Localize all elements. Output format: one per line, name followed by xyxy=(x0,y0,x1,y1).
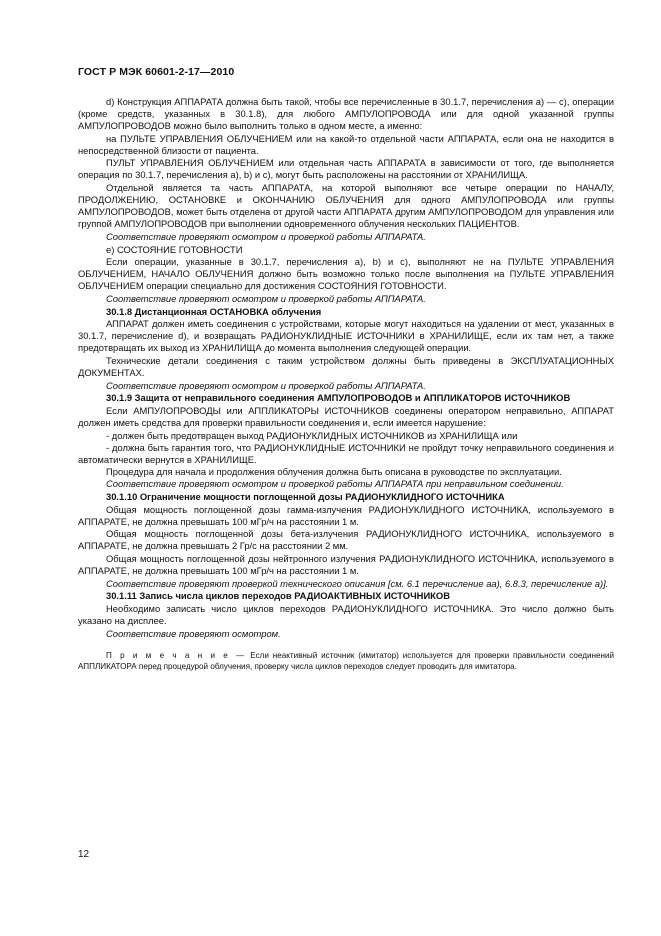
compliance-note: Соответствие проверяют осмотром и проверкой работы АППАРАТА при неправильном соединении. xyxy=(106,478,564,490)
paragraph: Необходимо записать число циклов переходов РАДИОНУКЛИДНОГО ИСТОЧНИКА. Это число должно быть указано на дисплее. xyxy=(78,602,614,627)
paragraph: ПУЛЬТ УПРАВЛЕНИЯ ОБЛУЧЕНИЕМ или отдельная часть АППАРАТА в зависимости от того, где выполняется операция по 30.1.7, перечисления a), b) и c), могут быть расположены на расстоянии от ХРАНИЛИЩА. xyxy=(78,157,614,181)
list-item: - должен быть предотвращен выход РАДИОНУКЛИДНЫХ ИСТОЧНИКОВ из ХРАНИЛИЩА или xyxy=(106,429,518,441)
standard-header: ГОСТ Р МЭК 60601-2-17—2010 xyxy=(78,66,235,78)
paragraph-d: d) Конструкция АППАРАТА должна быть такой, чтобы все перечисленные в 30.1.7, перечисления а) — с), операции (кроме средств, указанных в 30.1.8), для любого АМПУЛОПРОВОДА или для одной указанной группы АМПУЛОПРОВОДОВ можно было выполнить только в одном месте, а именно: xyxy=(78,96,614,132)
section-heading-30-1-10: 30.1.10 Ограничение мощности поглощенной дозы РАДИОНУКЛИДНОГО ИСТОЧНИКА xyxy=(106,491,505,502)
paragraph: Если АМПУЛОПРОВОДЫ или АППЛИКАТОРЫ ИСТОЧНИКОВ соединены оператором неправильно, АППАРАТ должен иметь средства для проверки правильности соединения и, если имеется нарушение: xyxy=(78,404,614,428)
section-heading-30-1-11: 30.1.11 Запись числа циклов переходов РАДИОАКТИВНЫХ ИСТОЧНИКОВ xyxy=(106,590,450,602)
page-number: 12 xyxy=(78,849,90,860)
compliance-note: Соответствие проверяют осмотром. xyxy=(106,627,281,639)
paragraph: Если операции, указанные в 30.1.7, перечисления а), b) и с), выполняют не на ПУЛЬТЕ УПРАВЛЕНИЯ ОБЛУЧЕНИЕМ, НАЧАЛО ОБЛУЧЕНИЯ должно быть возможно только после выполнения на ПУЛЬТЕ УПРАВЛЕНИЯ ОБЛУЧЕНИЕМ операции специально для достижения СОСТОЯНИЯ ГОТОВНОСТИ. xyxy=(78,256,614,292)
paragraph: Общая мощность поглощенной дозы бета-излучения РАДИОНУКЛИДНОГО ИСТОЧНИКА, используемого в АППАРАТЕ, не должна превышать 2 Гр/с на расстоянии 2 мм. xyxy=(78,528,614,552)
note xyxy=(78,650,614,672)
section-heading-30-1-9: 30.1.9 Защита от неправильного соединения АМПУЛОПРОВОДОВ и АППЛИКАТОРОВ ИСТОЧНИКОВ xyxy=(106,392,571,404)
paragraph: Технические детали соединения с таким устройством должны быть приведены в ЭКСПЛУАТАЦИОННЫХ ДОКУМЕНТАХ. xyxy=(78,354,614,378)
paragraph: Отдельной является та часть АППАРАТА, на которой выполняют все четыре операции по НАЧАЛУ, ПРОДОЛЖЕНИЮ, ОСТАНОВКЕ и ОКОНЧАНИЮ ОБЛУЧЕНИЯ для одного АМПУЛОПРОВОДА или группы АМПУЛОПРОВОДОВ, может быть отделена от другой части АППАРАТА другим АМПУЛОПРОВОДОМ для управления или группой АМПУЛОПРОВОДОВ при выполнении одновременного облучения нескольких ПАЦИЕНТОВ. xyxy=(78,182,614,230)
document-body xyxy=(78,96,614,680)
paragraph: Общая мощность поглощенной дозы нейтронного излучения РАДИОНУКЛИДНОГО ИСТОЧНИКА, используемого в АППАРАТЕ, не должна превышать 100 мГр/ч на расстоянии 1 м. xyxy=(78,553,614,577)
compliance-note: Соответствие проверяют осмотром и проверкой работы АППАРАТА. xyxy=(106,379,426,391)
paragraph: Процедура для начала и продолжения облучения должна быть описана в руководстве по эксплуатации. xyxy=(106,465,562,477)
paragraph: на ПУЛЬТЕ УПРАВЛЕНИЯ ОБЛУЧЕНИЕМ или на какой-то отдельной части АППАРАТА, если она не находится в непосредственной близости от пациента. xyxy=(78,132,614,156)
note-lead: П р и м е ч а н и е — xyxy=(106,650,247,660)
compliance-note: Соответствие проверяют осмотром и проверкой работы АППАРАТА. xyxy=(106,230,426,242)
section-heading-30-1-8: 30.1.8 Дистанционная ОСТАНОВКА облучения xyxy=(106,305,322,317)
paragraph-e: е) СОСТОЯНИЕ ГОТОВНОСТИ xyxy=(106,243,243,255)
paragraph: Общая мощность поглощенной дозы гамма-излучения РАДИОНУКЛИДНОГО ИСТОЧНИКА, используемого в АППАРАТЕ, не должна превышать 100 мГр/ч на расстоянии 1 м. xyxy=(78,503,614,527)
compliance-note: Соответствие проверяют осмотром и проверкой работы АППАРАТА. xyxy=(106,292,426,304)
note-text: Если неактивный источник (имитатор) используется для проверки правильности соединений АППЛИКАТОРА перед процедурой облучения, проверку числа циклов переходов следует проводить для имитатора. xyxy=(78,650,614,671)
compliance-note: Соответствие проверяют проверкой технического описания [см. 6.1 перечисление aa), 6.8.3, перечисление a)]. xyxy=(106,577,609,589)
paragraph: АППАРАТ должен иметь соединения с устройствами, которые могут находиться на удалении от мест, указанных в 30.1.7, перечисление d), и возвращать РАДИОНУКЛИДНЫЕ ИСТОЧНИКИ в ХРАНИЛИЩЕ, если их там нет, а также предотвращать их выход из ХРАНИЛИЩА до момента выполнения следующей операции. xyxy=(78,318,614,354)
list-item: - должна быть гарантия того, что РАДИОНУКЛИДНЫЕ ИСТОЧНИКИ не пройдут точку неправильного соединения и автоматически вернутся в ХРАНИЛИЩЕ. xyxy=(78,441,614,465)
